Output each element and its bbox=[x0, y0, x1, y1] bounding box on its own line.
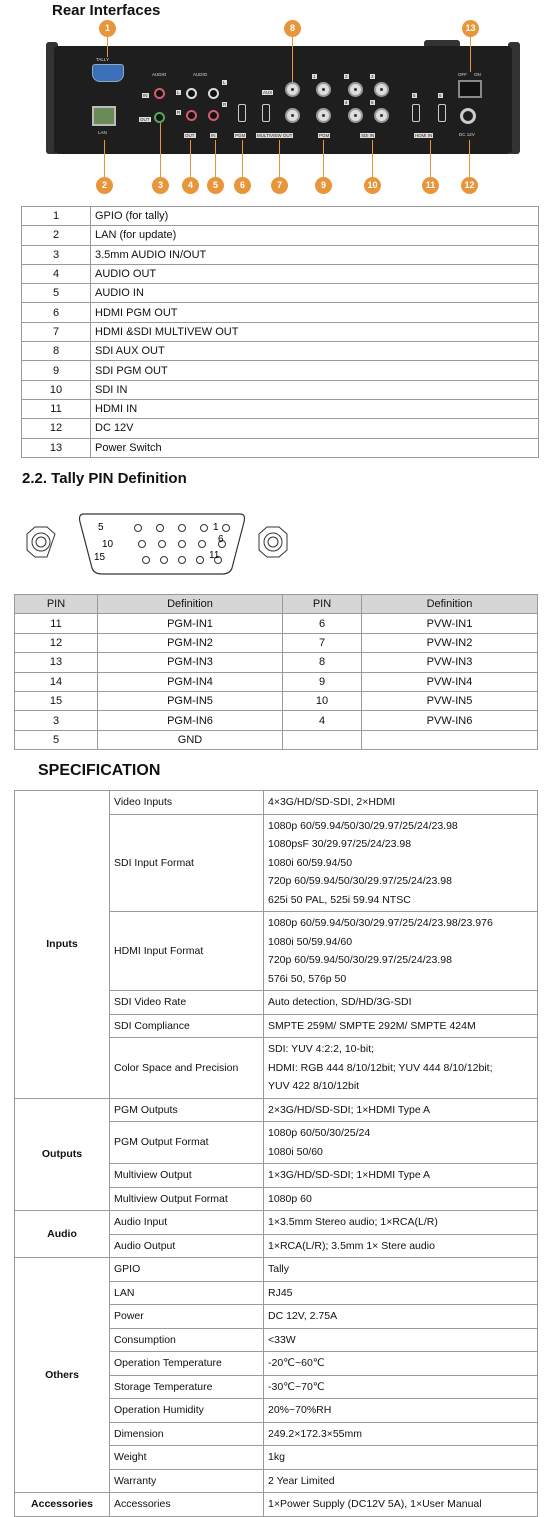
audio-in-jack-icon bbox=[154, 88, 165, 99]
hdmi-pgm-port-icon bbox=[238, 104, 246, 122]
pin-number: 10 bbox=[283, 691, 362, 710]
badge-2: 2 bbox=[96, 177, 113, 194]
category-accessories: Accessories bbox=[15, 1493, 110, 1517]
pin-definition: PVW-IN5 bbox=[362, 691, 538, 710]
tally-pin-row bbox=[15, 730, 538, 749]
tally-pin-row bbox=[15, 653, 538, 672]
spec-row bbox=[15, 1258, 538, 1282]
spec-key: Consumption bbox=[110, 1328, 264, 1352]
interface-label: HDMI PGM OUT bbox=[91, 303, 539, 322]
spec-key: PGM Outputs bbox=[110, 1098, 264, 1122]
badge-11: 11 bbox=[422, 177, 439, 194]
multiview-out-label: MULTIVIEW OUT bbox=[257, 133, 293, 138]
pin-hole bbox=[179, 557, 186, 564]
spec-key: Operation Humidity bbox=[110, 1399, 264, 1423]
pin-hole bbox=[179, 541, 186, 548]
spec-line: 1080p 60/59.94/50/30/29.97/25/24/23.98/23.976 bbox=[268, 917, 493, 929]
pin-number bbox=[283, 730, 362, 749]
pin-definition: PGM-IN1 bbox=[98, 614, 283, 633]
spec-line: 1080psF 30/29.97/25/24/23.98 bbox=[268, 838, 412, 850]
pin-definition: PVW-IN4 bbox=[362, 672, 538, 691]
spec-key: Multiview Output Format bbox=[110, 1187, 264, 1211]
pin-hole bbox=[179, 525, 186, 532]
interface-list-table bbox=[21, 206, 539, 458]
specification-table bbox=[14, 790, 538, 1517]
interface-label: SDI PGM OUT bbox=[91, 361, 539, 380]
interface-row bbox=[22, 438, 539, 457]
spec-line: 1080i 50/60 bbox=[268, 1145, 323, 1158]
spec-value: 1×Power Supply (DC12V 5A), 1×User Manual bbox=[264, 1493, 538, 1517]
pin-hole bbox=[201, 525, 208, 532]
tally-pin-header-row bbox=[15, 595, 538, 614]
sdi-pgm-bnc-2-icon bbox=[316, 108, 331, 123]
power-switch-icon bbox=[458, 80, 482, 98]
pin-definition: PGM-IN6 bbox=[98, 711, 283, 730]
spec-line: YUV 422 8/10/12bit bbox=[268, 1080, 360, 1092]
pin-hole bbox=[135, 525, 142, 532]
interface-row bbox=[22, 342, 539, 361]
pin-hole bbox=[161, 557, 168, 564]
spec-row bbox=[15, 791, 538, 815]
pin-label-6: 6 bbox=[218, 534, 224, 545]
header-pin-1: PIN bbox=[15, 595, 98, 614]
sdi-5-label: 5 bbox=[371, 100, 374, 105]
pin-definition: PGM-IN3 bbox=[98, 653, 283, 672]
spec-value: RJ45 bbox=[264, 1281, 538, 1305]
interface-row bbox=[22, 303, 539, 322]
hdmi-in-label: HDMI IN bbox=[415, 133, 433, 138]
spec-value: SMPTE 259M/ SMPTE 292M/ SMPTE 424M bbox=[264, 1014, 538, 1038]
interface-label: 3.5mm AUDIO IN/OUT bbox=[91, 245, 539, 264]
pin-number: 13 bbox=[15, 653, 98, 672]
badge-1: 1 bbox=[99, 20, 116, 37]
audio-out-jack-icon bbox=[154, 112, 165, 123]
interface-number: 4 bbox=[22, 264, 91, 283]
interface-label: AUDIO OUT bbox=[91, 264, 539, 283]
tally-pin-row bbox=[15, 672, 538, 691]
spec-value: 2×3G/HD/SD-SDI; 1×HDMI Type A bbox=[264, 1098, 538, 1122]
pin-definition bbox=[362, 730, 538, 749]
spec-row bbox=[15, 1098, 538, 1122]
badge-7: 7 bbox=[271, 177, 288, 194]
pin-number: 5 bbox=[15, 730, 98, 749]
sdi-in-4-bnc-icon bbox=[374, 108, 389, 123]
rca-in-label: IN bbox=[211, 133, 216, 138]
spec-value bbox=[264, 912, 538, 991]
sdi-in-1-bnc-icon bbox=[348, 82, 363, 97]
spec-value: Tally bbox=[264, 1258, 538, 1282]
spec-value: 1×3.5mm Stereo audio; 1×RCA(L/R) bbox=[264, 1211, 538, 1235]
badge-5: 5 bbox=[207, 177, 224, 194]
spec-line: 720p 60/59.94/50/30/29.97/25/24/23.98 bbox=[268, 875, 452, 887]
spec-line: SDI: YUV 4:2:2, 10-bit; bbox=[268, 1043, 375, 1055]
badge-13: 13 bbox=[462, 20, 479, 37]
category-audio: Audio bbox=[15, 1211, 110, 1258]
pin-definition: PVW-IN3 bbox=[362, 653, 538, 672]
leader-4 bbox=[190, 140, 191, 177]
vga-port-icon bbox=[92, 64, 124, 82]
spec-value: 1kg bbox=[264, 1446, 538, 1470]
interface-row bbox=[22, 399, 539, 418]
spec-value: 20%~70%RH bbox=[264, 1399, 538, 1423]
spec-key: GPIO bbox=[110, 1258, 264, 1282]
leader-6 bbox=[242, 140, 243, 177]
hdmi-in-5-label: 5 bbox=[413, 93, 416, 98]
spec-row bbox=[15, 1211, 538, 1235]
lan-port-icon bbox=[92, 106, 116, 126]
interface-row bbox=[22, 322, 539, 341]
badge-9: 9 bbox=[315, 177, 332, 194]
pin-definition: PGM-IN5 bbox=[98, 691, 283, 710]
pin-definition: PGM-IN2 bbox=[98, 633, 283, 652]
spec-line: 625i 50 PAL, 525i 59.94 NTSC bbox=[268, 893, 411, 906]
interface-row bbox=[22, 419, 539, 438]
spec-line: 1080i 60/59.94/50 bbox=[268, 856, 353, 869]
spec-value: Auto detection, SD/HD/3G-SDI bbox=[264, 991, 538, 1015]
badge-12: 12 bbox=[461, 177, 478, 194]
lan-label: LAN bbox=[98, 130, 107, 135]
tally-pin-title: 2.2. Tally PIN Definition bbox=[22, 470, 187, 487]
interface-row bbox=[22, 226, 539, 245]
spec-value: 4×3G/HD/SD-SDI, 2×HDMI bbox=[264, 791, 538, 815]
spec-key: Power bbox=[110, 1305, 264, 1329]
spec-line: 1080p 60/50/30/25/24 bbox=[268, 1127, 371, 1139]
off-label: OFF bbox=[458, 72, 467, 77]
spec-value: 2 Year Limited bbox=[264, 1469, 538, 1493]
pin-label-5: 5 bbox=[98, 522, 104, 533]
leader-5 bbox=[215, 140, 216, 177]
leader-2 bbox=[104, 140, 105, 177]
spec-value bbox=[264, 1038, 538, 1099]
spec-value bbox=[264, 814, 538, 912]
interface-label: DC 12V bbox=[91, 419, 539, 438]
spec-line: 1080p 60/59.94/50/30/29.97/25/24/23.98 bbox=[268, 819, 458, 832]
rca-in-r-icon bbox=[208, 110, 219, 121]
header-pin-2: PIN bbox=[283, 595, 362, 614]
tally-label: TALLY bbox=[96, 57, 110, 62]
on-label: ON bbox=[474, 72, 481, 77]
spec-key: Operation Temperature bbox=[110, 1352, 264, 1376]
pin-label-10: 10 bbox=[102, 539, 114, 550]
tally-pin-row bbox=[15, 633, 538, 652]
pin-number: 7 bbox=[283, 633, 362, 652]
spec-key: Warranty bbox=[110, 1469, 264, 1493]
interface-number: 2 bbox=[22, 226, 91, 245]
pin-number: 12 bbox=[15, 633, 98, 652]
spec-key: Accessories bbox=[110, 1493, 264, 1517]
sdi-2-label: 2 bbox=[345, 74, 348, 79]
interface-number: 7 bbox=[22, 322, 91, 341]
sdi-in-3-bnc-icon bbox=[348, 108, 363, 123]
dc-jack-icon bbox=[460, 108, 476, 124]
pin-label-1: 1 bbox=[213, 522, 219, 533]
rca-l-label-right: L bbox=[223, 80, 226, 85]
leader-13 bbox=[470, 37, 471, 72]
pin-label-15: 15 bbox=[94, 552, 106, 563]
spec-key: Multiview Output bbox=[110, 1164, 264, 1188]
interface-row bbox=[22, 380, 539, 399]
pin-number: 4 bbox=[283, 711, 362, 730]
tally-pin-row bbox=[15, 614, 538, 633]
sdi-3-label: 3 bbox=[371, 74, 374, 79]
spec-value: 1×RCA(L/R); 3.5mm 1× Stere audio bbox=[264, 1234, 538, 1258]
interface-row bbox=[22, 207, 539, 226]
pin-number: 14 bbox=[15, 672, 98, 691]
category-others: Others bbox=[15, 1258, 110, 1493]
left-screw-icon bbox=[27, 527, 55, 557]
interface-row bbox=[22, 245, 539, 264]
rca-r-label-left: R bbox=[177, 110, 181, 115]
right-screw-icon bbox=[259, 527, 287, 557]
interface-label: LAN (for update) bbox=[91, 226, 539, 245]
hdmi-in-2-port-icon bbox=[438, 104, 446, 122]
hdmi-multiview-port-icon bbox=[262, 104, 270, 122]
interface-number: 3 bbox=[22, 245, 91, 264]
interface-number: 12 bbox=[22, 419, 91, 438]
pin-hole bbox=[157, 525, 164, 532]
interface-number: 13 bbox=[22, 438, 91, 457]
spec-value: DC 12V, 2.75A bbox=[264, 1305, 538, 1329]
leader-8 bbox=[292, 37, 293, 82]
audio-label-1: AUDIO bbox=[152, 72, 167, 77]
interface-label: SDI IN bbox=[91, 380, 539, 399]
pin-definition: PVW-IN6 bbox=[362, 711, 538, 730]
spec-key: Color Space and Precision bbox=[110, 1038, 264, 1099]
hdmi-in-6-label: 6 bbox=[439, 93, 442, 98]
pin-hole bbox=[159, 541, 166, 548]
leader-10 bbox=[372, 140, 373, 177]
rca-r-label-right: R bbox=[223, 102, 227, 107]
rca-out-r-icon bbox=[186, 110, 197, 121]
interface-label: SDI AUX OUT bbox=[91, 342, 539, 361]
rca-in-l-icon bbox=[208, 88, 219, 99]
pin-definition: GND bbox=[98, 730, 283, 749]
rear-interfaces-title: Rear Interfaces bbox=[52, 2, 161, 19]
interface-number: 6 bbox=[22, 303, 91, 322]
interface-number: 9 bbox=[22, 361, 91, 380]
pin-number: 6 bbox=[283, 614, 362, 633]
rear-panel-diagram bbox=[0, 0, 557, 200]
interface-label: AUDIO IN bbox=[91, 284, 539, 303]
interface-label: HDMI &SDI MULTIVEW OUT bbox=[91, 322, 539, 341]
badge-10: 10 bbox=[364, 177, 381, 194]
sdi-1-label: 1 bbox=[313, 74, 316, 79]
sdi-in-label: SDI IN bbox=[361, 133, 375, 138]
leader-7 bbox=[279, 140, 280, 177]
pin-hole bbox=[197, 557, 204, 564]
db15-connector-diagram bbox=[22, 510, 292, 580]
leader-1 bbox=[107, 37, 108, 57]
interface-number: 1 bbox=[22, 207, 91, 226]
sdi-aux-bnc-icon bbox=[285, 82, 300, 97]
pin-label-11: 11 bbox=[209, 550, 220, 561]
hdmi-pgm-label: PGM bbox=[235, 133, 246, 138]
spec-row bbox=[15, 1493, 538, 1517]
interface-number: 11 bbox=[22, 399, 91, 418]
spec-value: -30℃~70℃ bbox=[264, 1375, 538, 1399]
pin-definition: PVW-IN1 bbox=[362, 614, 538, 633]
interface-number: 10 bbox=[22, 380, 91, 399]
leader-9 bbox=[323, 140, 324, 177]
sdi-4-label: 4 bbox=[345, 100, 348, 105]
rca-out-label: OUT bbox=[185, 133, 195, 138]
leader-3 bbox=[160, 123, 161, 177]
rca-l-label-left: L bbox=[177, 90, 180, 95]
interface-label: GPIO (for tally) bbox=[91, 207, 539, 226]
spec-key: SDI Video Rate bbox=[110, 991, 264, 1015]
spec-key: PGM Output Format bbox=[110, 1122, 264, 1164]
pin-number: 11 bbox=[15, 614, 98, 633]
spec-value: <33W bbox=[264, 1328, 538, 1352]
tally-pin-row bbox=[15, 711, 538, 730]
pin-number: 3 bbox=[15, 711, 98, 730]
pin-hole bbox=[139, 541, 146, 548]
spec-value bbox=[264, 1122, 538, 1164]
audio-in-label: IN bbox=[143, 93, 148, 98]
spec-key: Weight bbox=[110, 1446, 264, 1470]
pin-definition: PVW-IN2 bbox=[362, 633, 538, 652]
sdi-multiview-bnc-icon bbox=[285, 108, 300, 123]
pin-number: 15 bbox=[15, 691, 98, 710]
interface-label: HDMI IN bbox=[91, 399, 539, 418]
badge-6: 6 bbox=[234, 177, 251, 194]
badge-4: 4 bbox=[182, 177, 199, 194]
pin-definition: PGM-IN4 bbox=[98, 672, 283, 691]
sdi-pgm-label: PGM bbox=[319, 133, 330, 138]
hdmi-in-1-port-icon bbox=[412, 104, 420, 122]
spec-key: Audio Output bbox=[110, 1234, 264, 1258]
interface-number: 8 bbox=[22, 342, 91, 361]
spec-value: 1080p 60 bbox=[264, 1187, 538, 1211]
spec-line: 576i 50, 576p 50 bbox=[268, 972, 347, 985]
spec-value: -20℃~60℃ bbox=[264, 1352, 538, 1376]
spec-key: Video Inputs bbox=[110, 791, 264, 815]
spec-line: 1080i 50/59.94/60 bbox=[268, 935, 353, 948]
pin-number: 8 bbox=[283, 653, 362, 672]
spec-key: Audio Input bbox=[110, 1211, 264, 1235]
spec-line: HDMI: RGB 444 8/10/12bit; YUV 444 8/10/12bit; bbox=[268, 1061, 493, 1074]
spec-key: LAN bbox=[110, 1281, 264, 1305]
dc-label: DC 12V bbox=[459, 132, 475, 137]
spec-value: 249.2×172.3×55mm bbox=[264, 1422, 538, 1446]
interface-number: 5 bbox=[22, 284, 91, 303]
interface-row bbox=[22, 284, 539, 303]
sdi-pgm-bnc-1-icon bbox=[316, 82, 331, 97]
rca-out-l-icon bbox=[186, 88, 197, 99]
interface-row bbox=[22, 361, 539, 380]
category-outputs: Outputs bbox=[15, 1098, 110, 1211]
header-definition-1: Definition bbox=[98, 595, 283, 614]
pin-hole bbox=[199, 541, 206, 548]
sdi-in-2-bnc-icon bbox=[374, 82, 389, 97]
spec-key: SDI Input Format bbox=[110, 814, 264, 912]
tally-pin-table bbox=[14, 594, 538, 750]
badge-8: 8 bbox=[284, 20, 301, 37]
spec-key: Storage Temperature bbox=[110, 1375, 264, 1399]
leader-11 bbox=[430, 140, 431, 177]
pin-hole bbox=[143, 557, 150, 564]
spec-key: HDMI Input Format bbox=[110, 912, 264, 991]
audio-out-label: OUT bbox=[140, 117, 150, 122]
spec-value: 1×3G/HD/SD-SDI; 1×HDMI Type A bbox=[264, 1164, 538, 1188]
interface-row bbox=[22, 264, 539, 283]
category-inputs: Inputs bbox=[15, 791, 110, 1099]
pin-hole bbox=[223, 525, 230, 532]
spec-key: SDI Compliance bbox=[110, 1014, 264, 1038]
aux-label: AUX bbox=[263, 90, 273, 95]
header-definition-2: Definition bbox=[362, 595, 538, 614]
badge-3: 3 bbox=[152, 177, 169, 194]
spec-line: 720p 60/59.94/50/30/29.97/25/24/23.98 bbox=[268, 954, 452, 966]
tally-pin-row bbox=[15, 691, 538, 710]
spec-key: Dimension bbox=[110, 1422, 264, 1446]
interface-label: Power Switch bbox=[91, 438, 539, 457]
specification-title: SPECIFICATION bbox=[38, 762, 161, 779]
leader-12 bbox=[469, 140, 470, 177]
pin-number: 9 bbox=[283, 672, 362, 691]
audio-label-2: AUDIO bbox=[193, 72, 208, 77]
